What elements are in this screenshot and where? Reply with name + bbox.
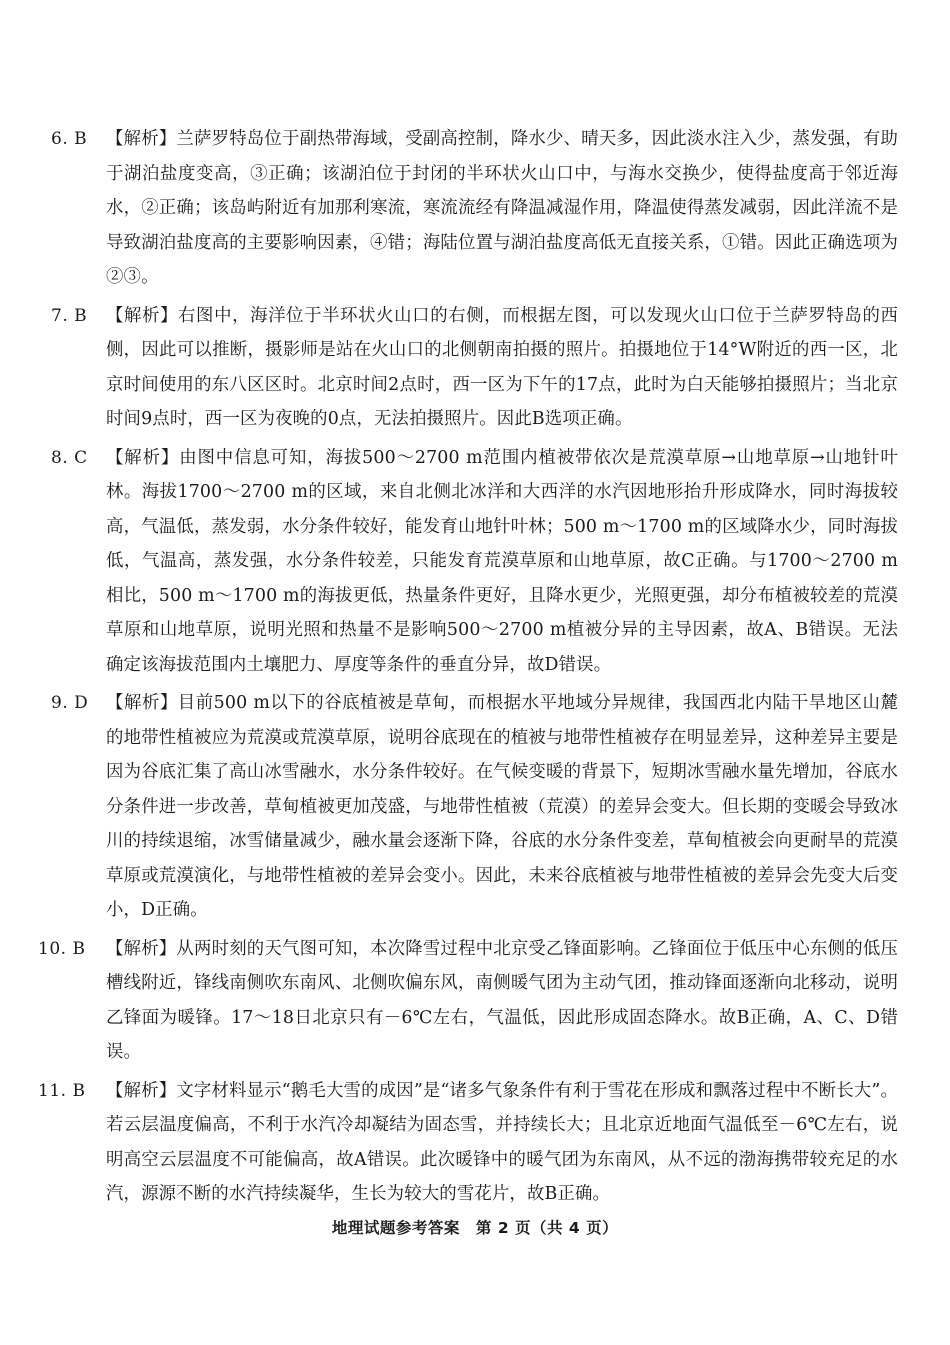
- answer-number: 6. B: [51, 129, 88, 149]
- answer-explanation: 【解析】右图中，海洋位于半环状火山口的右侧，而根据左图，可以发现火山口位于兰萨罗特岛的西侧，因此可以推断，摄影师是站在火山口的北侧朝南拍摄的照片。拍摄地位于14°W附近的西一区，北京时间使用的东八区区时。北京时间2点时，西一区为下午的17点，此时为白天能够拍摄照片；当北京时间9点时，西一区为夜晚的0点，无法拍摄照片。因此B选项正确。: [106, 305, 898, 429]
- answer-number: 7. B: [51, 305, 88, 326]
- answer-explanation: 【解析】由图中信息可知，海拔500～2700 m范围内植被带依次是荒漠草原→山地草原→山地针叶林。海拔1700～2700 m的区域，来自北侧北冰洋和大西洋的水汽因地形抬升形成降水，同时海拔较高，气温低，蒸发弱，水分条件较好，能发育山地针叶林；500 m～1700 m的区域降水少，同时海拔低，气温高，蒸发强，水分条件较差，只能发育荒漠草原和山地草原，故C正确。与1700～2700 m相比，500 m～1700 m的海拔更低，热量条件更好，且降水更少，光照更强，却分布植被较差的荒漠草原和山地草原，说明光照和热量不是影响500～2700 m植被分异的主导因素，故A、B错误。无法确定该海拔范围内土壤肥力、厚度等条件的垂直分异，故D错误。: [106, 447, 898, 675]
- answer-item-6: [0, 122, 950, 295]
- answer-explanation: 【解析】目前500 m以下的谷底植被是草甸，而根据水平地域分异规律，我国西北内陆干旱地区山麓的地带性植被应为荒漠或荒漠草原，说明谷底现在的植被与地带性植被存在明显差异，这种差异主要是因为谷底汇集了高山冰雪融水，水分条件较好。在气候变暖的背景下，短期冰雪融水量先增加，谷底水分条件进一步改善，草甸植被更加茂盛，与地带性植被（荒漠）的差异会变大。但长期的变暖会导致冰川的持续退缩，冰雪储量减少，融水量会逐渐下降，谷底的水分条件变差，草甸植被会向更耐旱的荒漠草原或荒漠演化，与地带性植被的差异会变小。因此，未来谷底植被与地带性植被的差异会先变大后变小，D正确。: [106, 693, 898, 920]
- answer-explanation: 【解析】文字材料显示“鹅毛大雪的成因”是“诸多气象条件有利于雪花在形成和飘落过程中不断长大”。若云层温度偏高，不利于水汽冷却凝结为固态雪，并持续长大；且北京近地面气温低至－6℃左右，说明高空云层温度不可能偏高，故A错误。此次暖锋中的暖气团为东南风，从不远的渤海携带较充足的水汽，源源不断的水汽持续凝华，生长为较大的雪花片，故B正确。: [106, 1080, 898, 1204]
- answer-item-11: [0, 1074, 950, 1212]
- answer-item-8: [0, 441, 950, 683]
- answer-item-10: [0, 932, 950, 1070]
- answer-explanation: 【解析】从两时刻的天气图可知，本次降雪过程中北京受乙锋面影响。乙锋面位于低压中心东侧的低压槽线附近，锋线南侧吹东南风、北侧吹偏东风，南侧暖气团为主动气团，推动锋面逐渐向北移动，说明乙锋面为暖锋。17～18日北京只有－6℃左右，气温低，因此形成固态降水。故B正确，A、C、D错误。: [106, 938, 898, 1062]
- page-footer: 地理试题参考答案 第 2 页（共 4 页）: [331, 1219, 619, 1237]
- answer-explanation: 【解析】兰萨罗特岛位于副热带海域，受副高控制，降水少、晴天多，因此淡水注入少，蒸发强，有助于湖泊盐度变高，③正确；该湖泊位于封闭的半环状火山口中，与海水交换少，使得盐度高于邻近海水，②正确；该岛屿附近有加那利寒流，寒流流经有降温减湿作用，降温使得蒸发减弱，因此洋流不是导致湖泊盐度高的主要影响因素，④错；海陆位置与湖泊盐度高低无直接关系，①错。因此正确选项为②③。: [106, 129, 898, 287]
- answer-number: 10. B: [38, 938, 86, 959]
- answer-number: 9. D: [51, 693, 89, 713]
- answer-list: [0, 122, 950, 1216]
- answer-item-7: [0, 299, 950, 437]
- answer-item-9: [0, 686, 950, 928]
- answer-number: 11. B: [38, 1080, 86, 1101]
- answer-number: 8. C: [51, 447, 88, 468]
